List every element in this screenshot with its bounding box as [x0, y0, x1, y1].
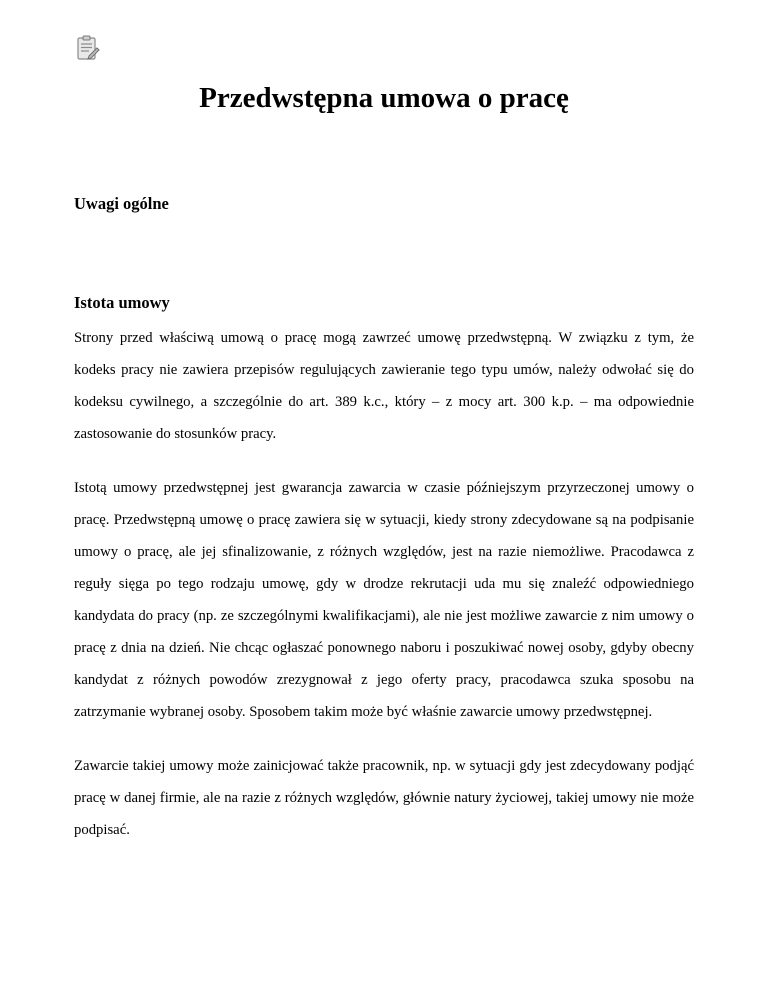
section-heading-essence: Istota umowy [74, 293, 170, 312]
document-title: Przedwstępna umowa o pracę [199, 82, 569, 114]
paragraph: Istotą umowy przedwstępnej jest gwarancja zawarcia w czasie późniejszym przyrzeczonej umowy o pracę. Przedwstępną umowę o pracę zawiera się w sytuacji, kiedy strony zdecydowane są na podpisanie umowy o pracę, ale jej sfinalizowanie, z różnych względów, jest na razie niemożliwe. Pracodawca z reguły sięga po tego rodzaju umowę, gdy w drodze rekrutacji uda mu się znaleźć odpowiedniego kandydata do pracy (np. ze szczególnymi kwalifikacjami), ale nie jest możliwe zawarcie z nim umowy o pracę z dnia na dzień. Nie chcąc ogłaszać ponownego naboru i poszukiwać nowej osoby, gdyby obecny kandydat z różnych powodów zrezygnował z jego oferty pracy, pracodawca szuka sposobu na zatrzymanie wybranej osoby. Sposobem takim może być właśnie zawarcie umowy przedwstępnej. [74, 480, 694, 720]
paragraph: Strony przed właściwą umową o pracę mogą zawrzeć umowę przedwstępną. W związku z tym, że kodeks pracy nie zawiera przepisów regulujących zawieranie tego typu umów, należy odwołać się do kodeksu cywilnego, a szczególnie do art. 389 k.c., który – z mocy art. 300 k.p. – ma odpowiednie zastosowanie do stosunków pracy. [74, 330, 694, 442]
paragraph: Zawarcie takiej umowy może zainicjować także pracownik, np. w sytuacji gdy jest zdecydowany podjąć pracę w danej firmie, ale na razie z różnych względów, głównie natury życiowej, takiej umowy nie może podpisać. [74, 758, 694, 838]
section-heading-general-remarks: Uwagi ogólne [74, 194, 169, 213]
document-clipboard-icon [75, 34, 101, 62]
